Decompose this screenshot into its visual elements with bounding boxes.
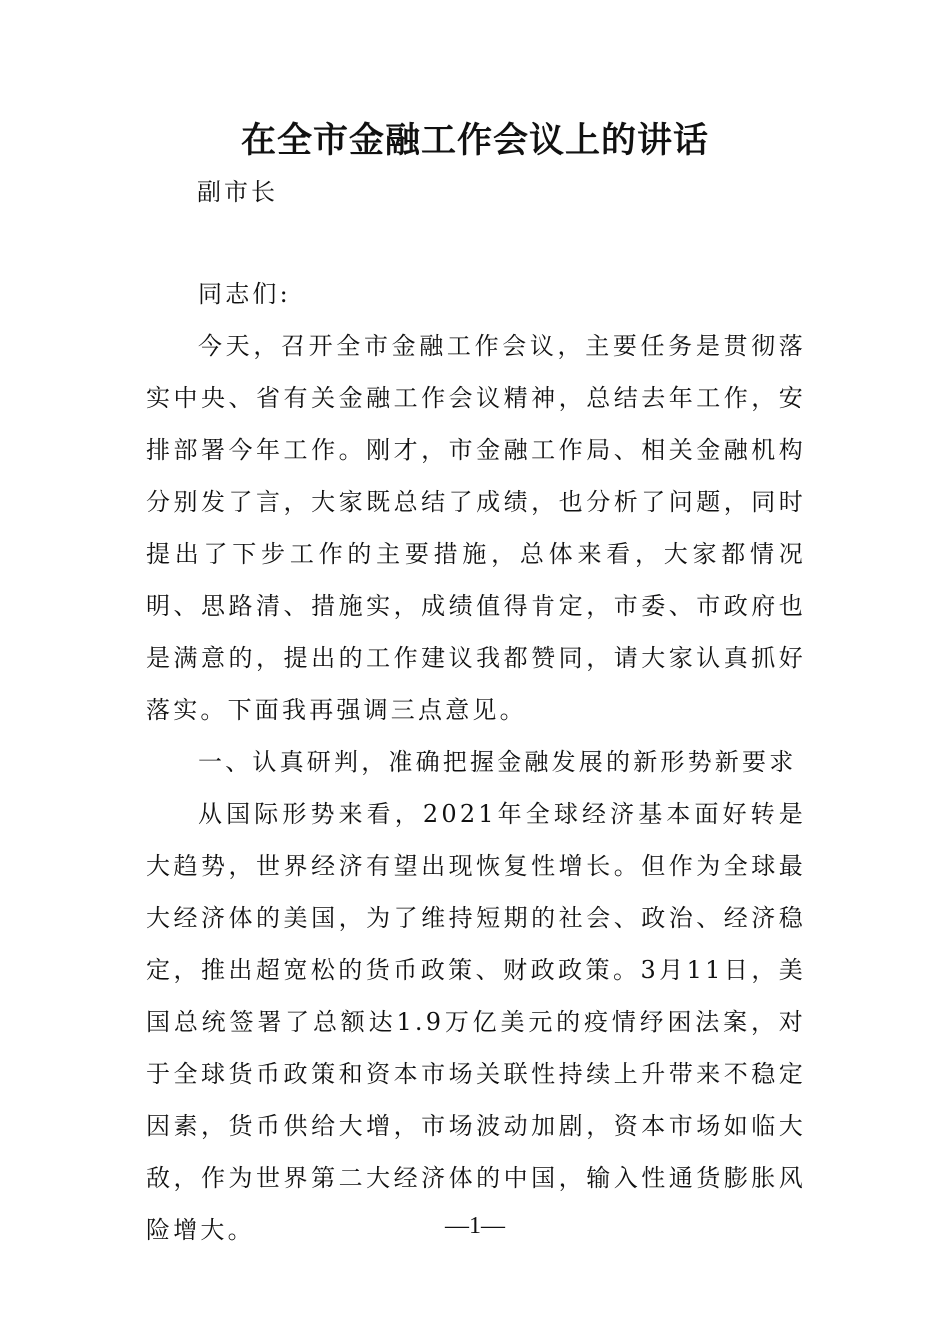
page-number: —1— <box>445 1213 505 1239</box>
greeting: 同志们: <box>198 280 291 308</box>
document-body <box>146 268 806 1256</box>
author-line: 副市长 <box>197 178 278 206</box>
paragraph-intro: 今天，召开全市金融工作会议，主要任务是贯彻落实中央、省有关金融工作会议精神，总结去年工作，安排部署今年工作。刚才，市金融工作局、相关金融机构分别发了言，大家既总结了成绩，也分析了问题，同时提出了下步工作的主要措施，总体来看，大家都情况明、思路清、措施实，成绩值得肯定，市委、市政府也是满意的，提出的工作建议我都赞同，请大家认真抓好落实。下面我再强调三点意见。 <box>146 332 806 724</box>
paragraph-international: 从国际形势来看，2021年全球经济基本面好转是大趋势，世界经济有望出现恢复性增长。但作为全球最大经济体的美国，为了维持短期的社会、政治、经济稳定，推出超宽松的货币政策、财政政策。3月11日，美国总统签署了总额达1.9万亿美元的疫情纾困法案，对于全球货币政策和资本市场关联性持续上升带来不稳定因素，货币供给大增，市场波动加剧，资本市场如临大敌，作为世界第二大经济体的中国，输入性通货膨胀风险增大。 <box>146 800 806 1244</box>
section-heading-1: 一、认真研判，准确把握金融发展的新形势新要求 <box>198 748 797 776</box>
document-title: 在全市金融工作会议上的讲话 <box>240 120 709 161</box>
